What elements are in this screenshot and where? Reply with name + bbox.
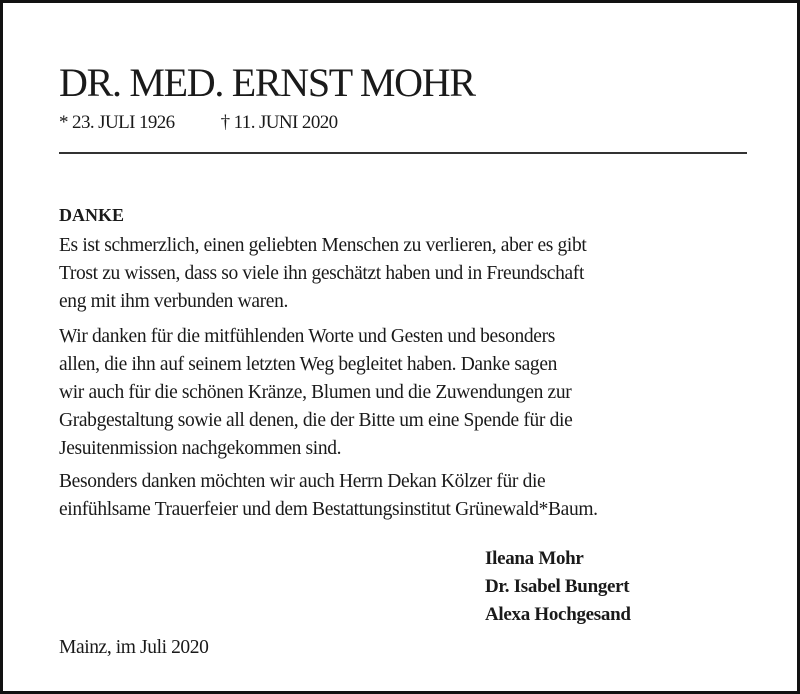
text-line: Besonders danken möchten wir auch Herrn Dekan Kölzer für die bbox=[59, 471, 546, 492]
deceased-name: DR. MED. ERNST MOHR bbox=[59, 60, 475, 105]
text-line: Wir danken für die mitfühlenden Worte und Gesten und besonders bbox=[59, 326, 555, 347]
birth-date: * 23. JULI 1926 bbox=[59, 112, 175, 133]
signatures bbox=[485, 545, 631, 629]
paragraph-2 bbox=[59, 323, 572, 463]
text-line: Grabgestaltung sowie all denen, die der Bitte um eine Spende für die bbox=[59, 410, 573, 431]
life-dates bbox=[59, 110, 338, 136]
text-line: wir auch für die schönen Kränze, Blumen und die Zuwendungen zur bbox=[59, 382, 572, 403]
text-line: allen, die ihn auf seinem letzten Weg begleitet haben. Danke sagen bbox=[59, 354, 558, 375]
thanks-heading: DANKE bbox=[59, 205, 125, 225]
text-line: Jesuitenmission nachgekommen sind. bbox=[59, 438, 342, 459]
signature-name: Ileana Mohr bbox=[485, 548, 584, 569]
paragraph-3 bbox=[59, 468, 598, 524]
place-date: Mainz, im Juli 2020 bbox=[59, 637, 209, 658]
paragraph-1 bbox=[59, 232, 586, 316]
divider-rule bbox=[59, 152, 747, 154]
text-line: Es ist schmerzlich, einen geliebten Menschen zu verlieren, aber es gibt bbox=[59, 235, 587, 256]
death-date: † 11. JUNI 2020 bbox=[220, 112, 338, 133]
signature-name: Dr. Isabel Bungert bbox=[485, 576, 630, 597]
signature-name: Alexa Hochgesand bbox=[485, 604, 631, 625]
text-line: Trost zu wissen, dass so viele ihn geschätzt haben und in Freundschaft bbox=[59, 263, 585, 284]
text-line: eng mit ihm verbunden waren. bbox=[59, 291, 289, 312]
text-line: einfühlsame Trauerfeier und dem Bestattungsinstitut Grünewald*Baum. bbox=[59, 499, 598, 520]
